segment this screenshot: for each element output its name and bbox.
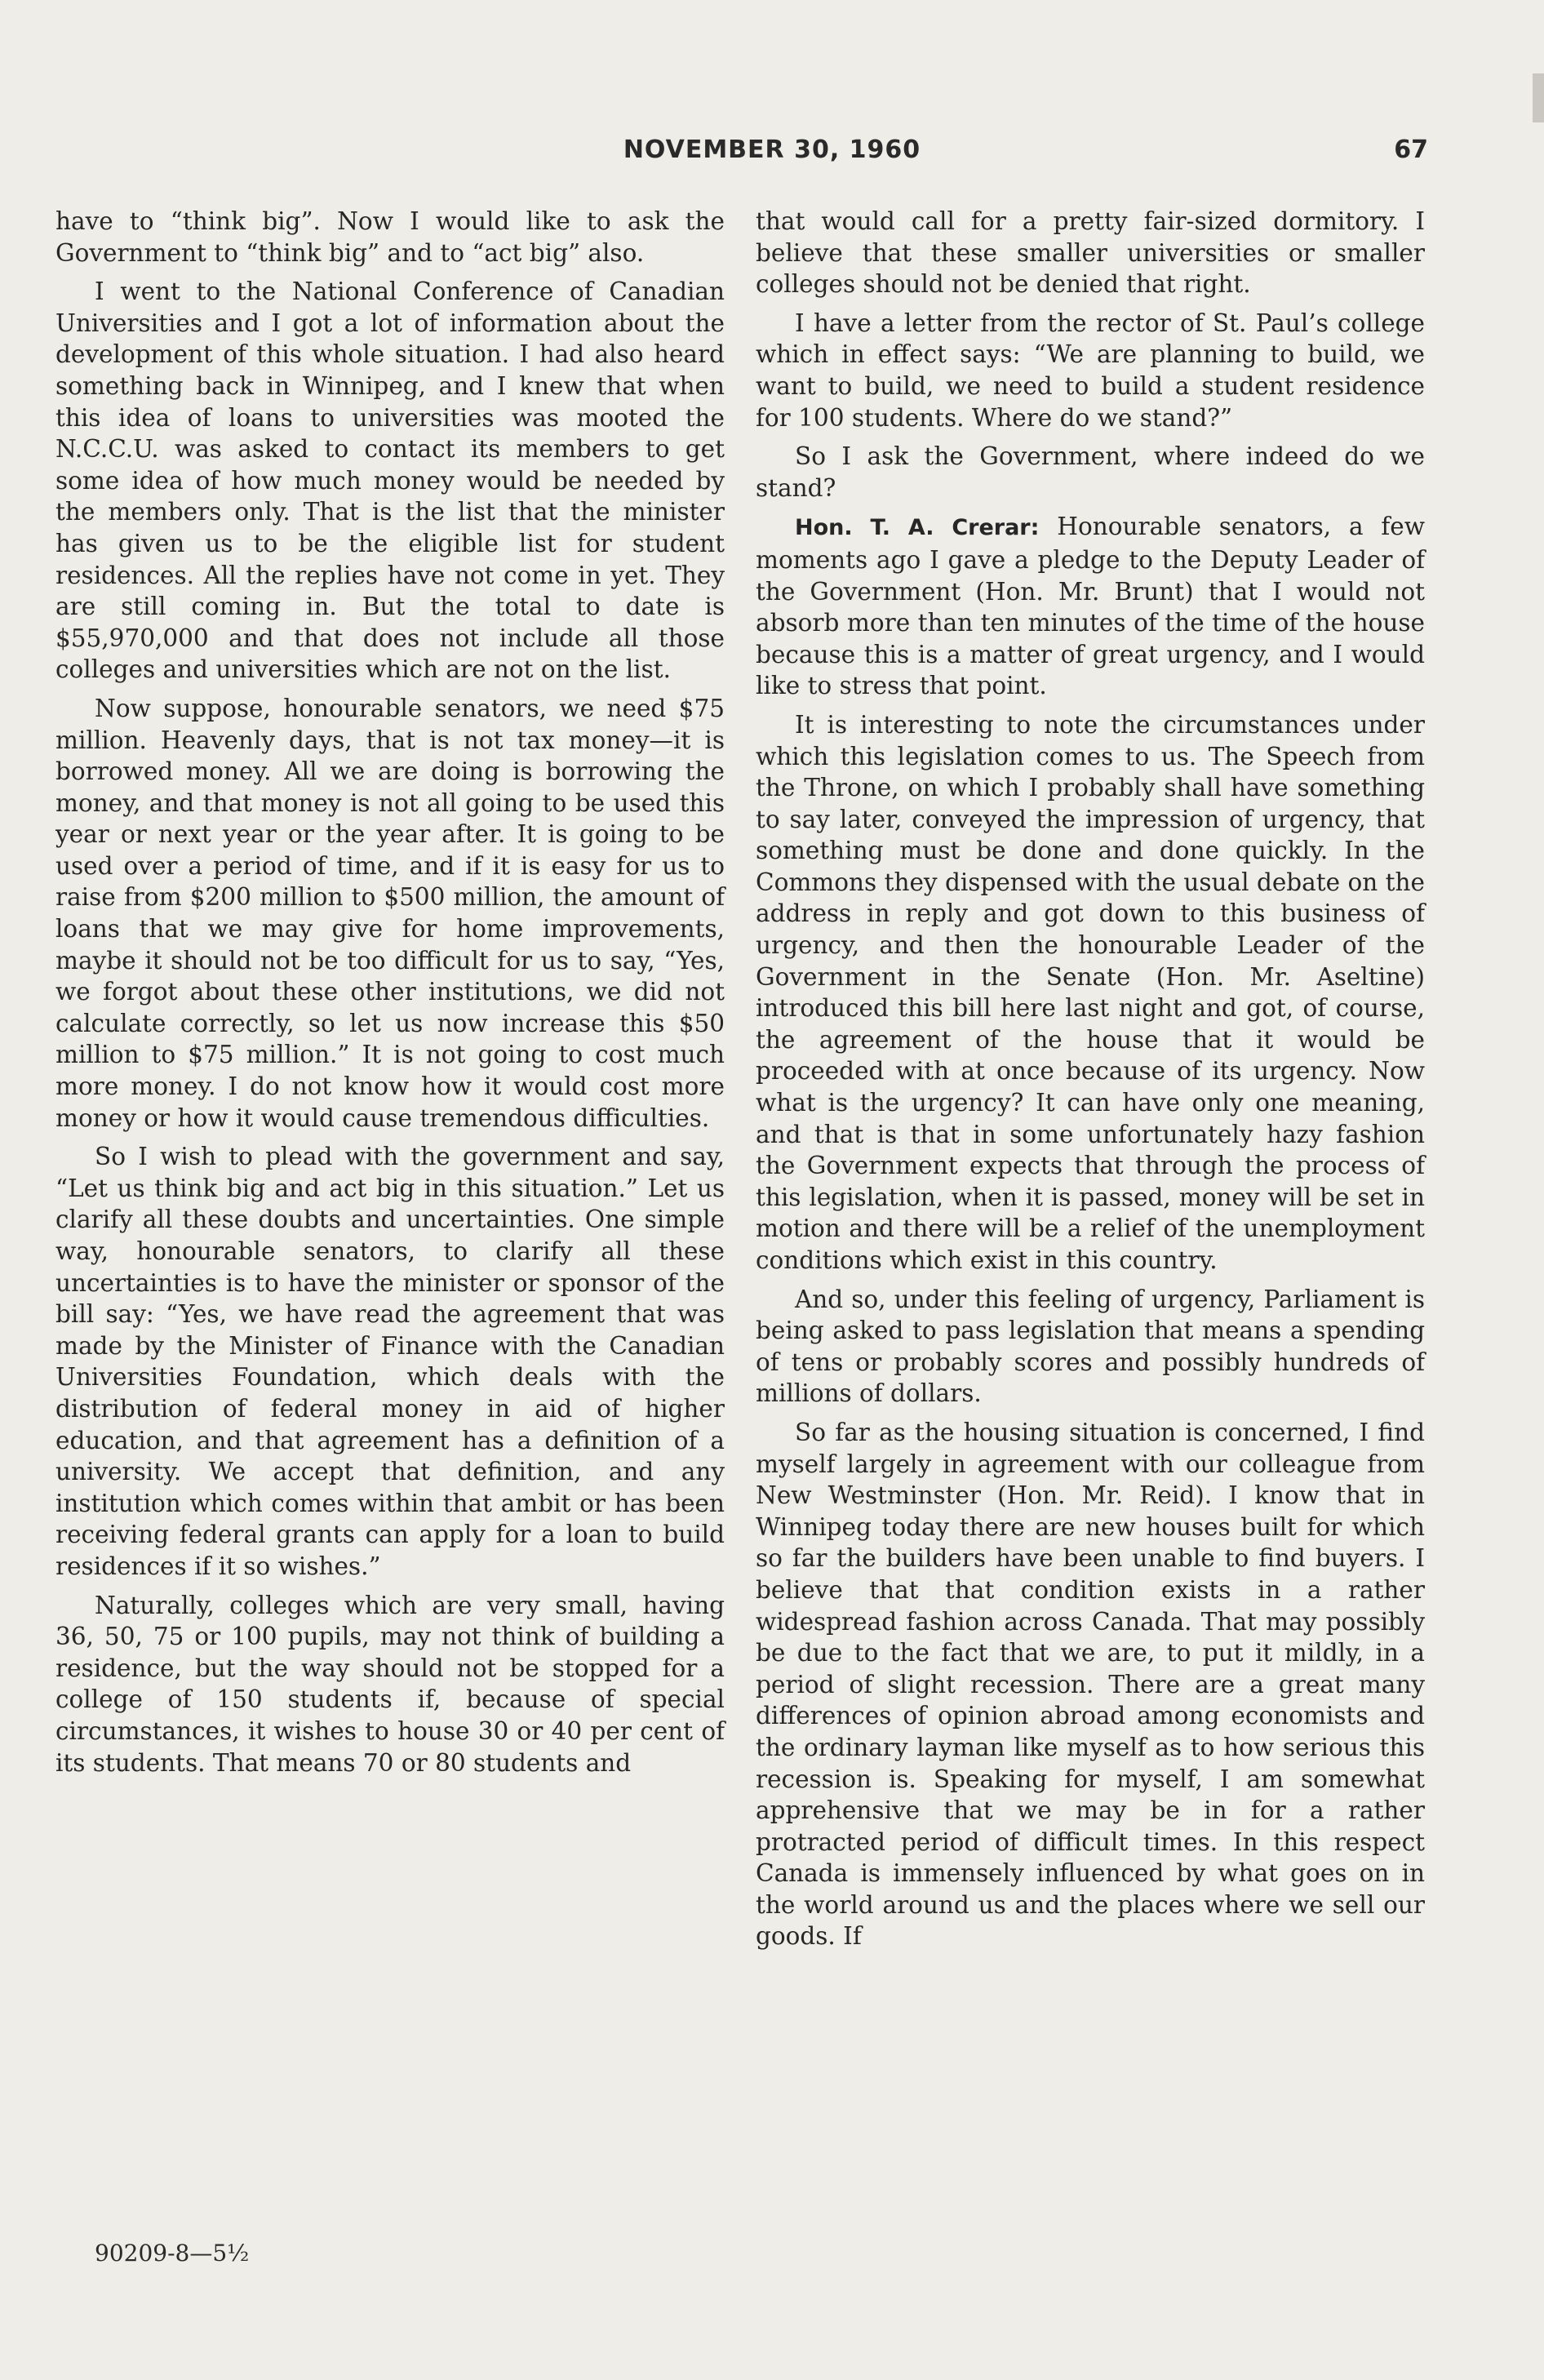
speaker-paragraph	[756, 511, 1425, 702]
right-column	[756, 206, 1425, 1960]
paragraph: I have a letter from the rector of St. Paul’s college which in effect says: “We are planning to build, we want to build, we need to build a student residence for 100 students. Where do we stand?”	[756, 309, 1425, 432]
paragraph: Now suppose, honourable senators, we need $75 million. Heavenly days, that is not tax money—it is borrowed money. All we are doing is borrowing the money, and that money is not all going to be used this year or next year or the year after. It is going to be used over a period of time, and if it is easy for us to raise from $200 million to $500 million, the amount of loans that we may give for home improvements, maybe it should not be too difficult for us to say, “Yes, we forgot about these other institutions, we did not calculate correctly, so let us now increase this $50 million to $75 million.” It is not going to cost much more money. I do not know how it would cost more money or how it would cause tremendous difficulties.	[55, 694, 725, 1132]
scan-edge-mark	[1533, 73, 1544, 122]
left-column	[55, 206, 725, 1786]
paragraph: So I ask the Government, where indeed do we stand?	[756, 442, 1425, 502]
speech-text: Honourable senators, a few moments ago I gave a pledge to the Deputy Leader of the Government (Hon. Mr. Brunt) that I would not absorb more than ten minutes of the time of the house because this is a matter of great urgency, and I would like to stress that point.	[756, 513, 1425, 700]
page-header	[0, 135, 1544, 176]
paragraph: So far as the housing situation is concerned, I find myself largely in agreement with our colleague from New Westminster (Hon. Mr. Reid). I know that in Winnipeg today there are new houses built for which so far the builders have been unable to find buyers. I believe that that condition exists in a rather widespread fashion across Canada. That may possibly be due to the fact that we are, to put it mildly, in a period of slight recession. There are a great many differences of opinion abroad among economists and the ordinary layman like myself as to how serious this recession is. Speaking for myself, I am somewhat apprehensive that we may be in for a rather protracted period of difficult times. In this respect Canada is immensely influenced by what goes on in the world around us and the places where we sell our goods. If	[756, 1418, 1425, 1951]
paragraph: Naturally, colleges which are very small, having 36, 50, 75 or 100 pupils, may not think of building a residence, but the way should not be stopped for a college of 150 students if, because of special circumstances, it wishes to house 30 or 40 per cent of its students. That means 70 or 80 students and	[55, 1591, 725, 1777]
paragraph: I went to the National Conference of Canadian Universities and I got a lot of information about the development of this whole situation. I had also heard something back in Winnipeg, and I knew that when this idea of loans to universities was mooted the N.C.C.U. was asked to contact its members to get some idea of how much money would be needed by the members only. That is the list that the minister has given us to be the eligible list for student residences. All the replies have not come in yet. They are still coming in. But the total to date is $55,970,000 and that does not include all those colleges and universities which are not on the list.	[55, 278, 725, 684]
paragraph: have to “think big”. Now I would like to ask the Government to “think big” and to “act big” also.	[55, 207, 725, 267]
paragraph: And so, under this feeling of urgency, Parliament is being asked to pass legislation that means a spending of tens or probably scores and possibly hundreds of millions of dollars.	[756, 1285, 1425, 1408]
page-number: 67	[1394, 135, 1428, 164]
speaker-name: Hon. T. A. Crerar:	[795, 515, 1040, 541]
header-date: NOVEMBER 30, 1960	[623, 135, 921, 164]
paragraph: So I wish to plead with the government and say, “Let us think big and act big in this situation.” Let us clarify all these doubts and uncertainties. One simple way, honourable senators, to clarify all these uncertainties is to have the minister or sponsor of the bill say: “Yes, we have read the agreement that was made by the Minister of Finance with the Canadian Universities Foundation, which deals with the distribution of federal money in aid of higher education, and that agreement has a definition of a university. We accept that definition, and any institution which comes within that ambit or has been receiving federal grants can apply for a loan to build residences if it so wishes.”	[55, 1143, 725, 1580]
paragraph: It is interesting to note the circumstances under which this legislation comes to us. The Speech from the Throne, on which I probably shall have something to say later, conveyed the impression of urgency, that something must be done and done quickly. In the Commons they dispensed with the usual debate on the address in reply and got down to this business of urgency, and then the honourable Leader of the Government in the Senate (Hon. Mr. Aseltine) introduced this bill here last night and got, of course, the agreement of the house that it would be proceeded with at once because of its urgency. Now what is the urgency? It can have only one meaning, and that is that in some unfortunately hazy fashion the Government expects that through the process of this legislation, when it is passed, money will be set in motion and there will be a relief of the unemployment conditions which exist in this country.	[756, 710, 1425, 1274]
footer-print-code: 90209-8—5½	[95, 2240, 250, 2267]
paragraph: that would call for a pretty fair-sized dormitory. I believe that these smaller universities or smaller colleges should not be denied that right.	[756, 207, 1425, 299]
